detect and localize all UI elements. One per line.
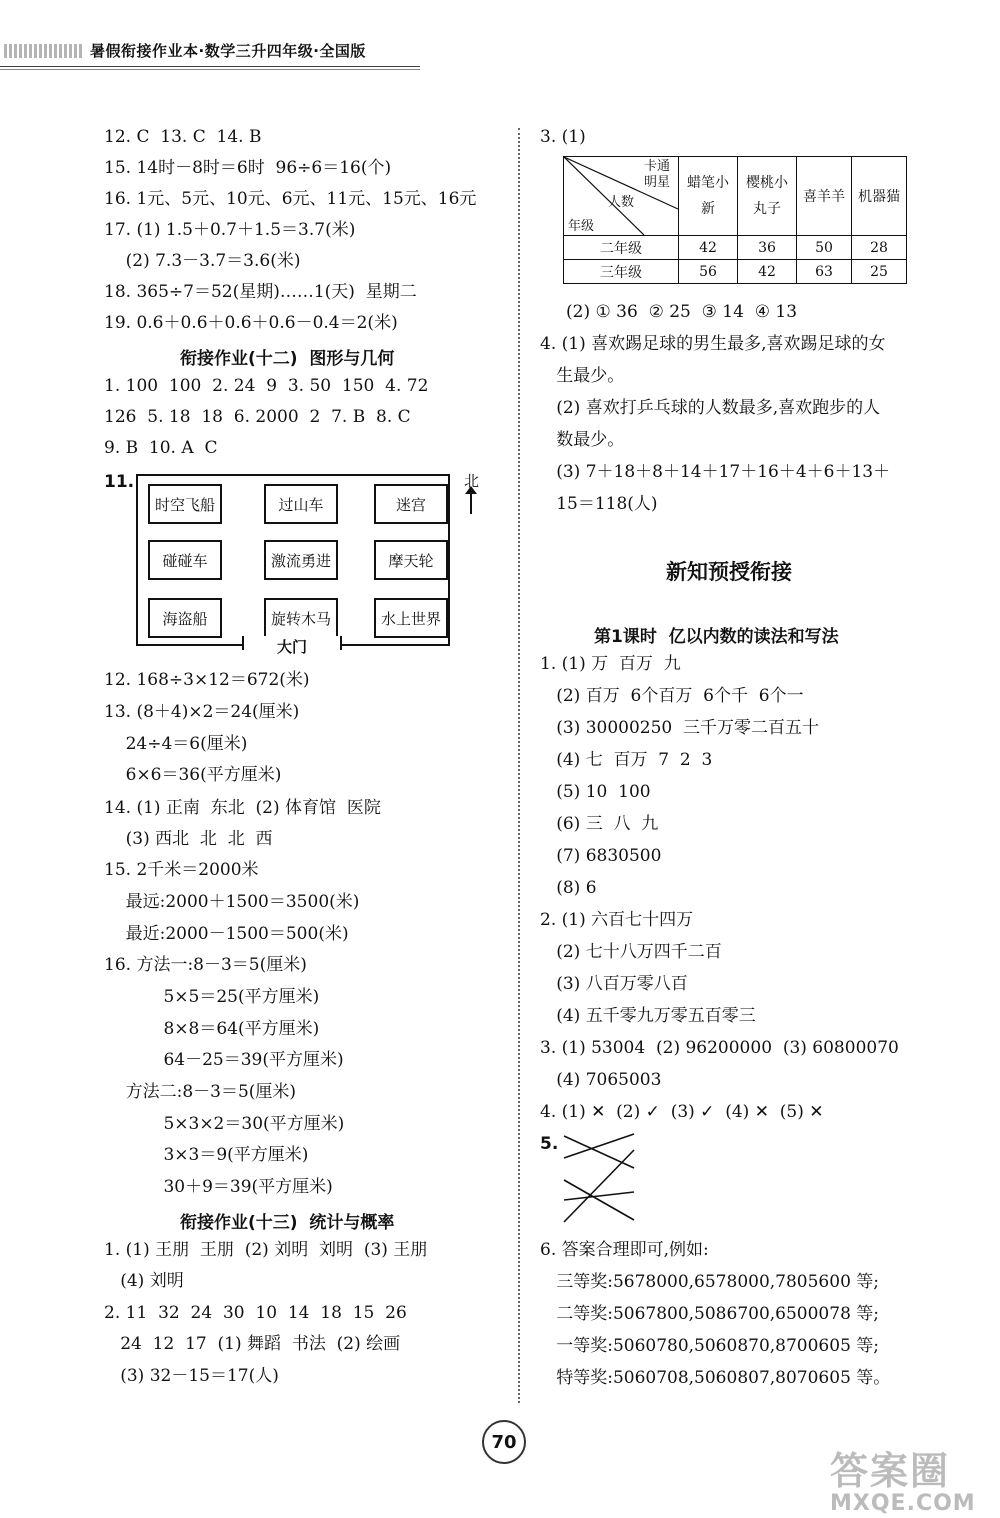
table-cell: 三年级: [564, 260, 679, 284]
corner-top-label: 卡通明星: [643, 159, 670, 190]
lesson-title: 第1课时 亿以内数的读法和写法: [594, 627, 839, 647]
answer-line: 特等奖:5060708,5060807,8070605 等。: [540, 1368, 891, 1388]
amusement-park-map: [136, 474, 450, 656]
section-title-13: 衔接作业(十三) 统计与概率: [180, 1213, 395, 1233]
map-box: 旋转木马: [264, 598, 338, 638]
answer-line: (4) 五千零九万零五百零三: [540, 1006, 756, 1026]
table-cell: 50: [797, 236, 852, 260]
map-box: 过山车: [264, 484, 338, 524]
table-cell: 56: [679, 260, 738, 284]
answer-line: 1. (1) 王朋 王朋 (2) 刘明 刘明 (3) 王朋: [104, 1240, 428, 1260]
answer-line: (2) 七十八万四千二百: [540, 942, 722, 962]
answer-line: 数最少。: [540, 430, 625, 450]
answer-line: 6×6＝36(平方厘米): [104, 765, 282, 785]
answer-line: (3) 30000250 三千万零二百五十: [540, 718, 820, 738]
answer-line: 24÷4＝6(厘米): [104, 734, 248, 754]
table-header: 蜡笔小新: [679, 157, 738, 236]
answer-line: 14. (1) 正南 东北 (2) 体育馆 医院: [104, 798, 381, 818]
answer-line: 4. (1) 喜欢踢足球的男生最多,喜欢踢足球的女: [540, 334, 886, 354]
answer-line: 24 12 17 (1) 舞蹈 书法 (2) 绘画: [104, 1334, 401, 1354]
matching-lines-figure: [560, 1130, 640, 1226]
answer-line: 15. 2千米＝2000米: [104, 860, 259, 880]
answer-line: 64－25＝39(平方厘米): [104, 1050, 344, 1070]
answer-line: (2) 7.3－3.7＝3.6(米): [104, 251, 301, 271]
table-cell: 25: [852, 260, 907, 284]
map-box: 摩天轮: [374, 540, 448, 580]
answer-line: 2. (1) 六百七十四万: [540, 910, 694, 930]
column-divider: [518, 128, 520, 1403]
answer-line: 16. 1元、5元、10元、6元、11元、15元、16元: [104, 189, 477, 209]
table-cell: 42: [738, 260, 797, 284]
answer-line: 生最少。: [540, 366, 625, 386]
section-title-12: 衔接作业(十二) 图形与几何: [180, 349, 395, 369]
page-header: [0, 38, 1000, 72]
answer-line: 126 5. 18 18 6. 2000 2 7. B 8. C: [104, 407, 411, 427]
question-number: 11.: [104, 472, 135, 492]
answer-line: (6) 三 八 九: [540, 814, 659, 834]
answer-line: (4) 7065003: [540, 1070, 662, 1090]
page-number: 70: [482, 1420, 526, 1464]
answer-line: 12. C 13. C 14. B: [104, 127, 262, 147]
answer-line: (3) 八百万零八百: [540, 974, 688, 994]
table-header: 樱桃小丸子: [738, 157, 797, 236]
answer-line: 5×5＝25(平方厘米): [104, 987, 320, 1007]
corner-mid-label: 人数: [608, 195, 635, 210]
answer-line: 6. 答案合理即可,例如:: [540, 1240, 709, 1260]
answer-line: 方法二:8－3＝5(厘米): [104, 1082, 297, 1102]
table-cell: 28: [852, 236, 907, 260]
stats-table: [563, 156, 907, 284]
header-title: 暑假衔接作业本·数学三升四年级·全国版: [90, 42, 366, 60]
map-box: 激流勇进: [264, 540, 338, 580]
north-indicator: [464, 470, 479, 491]
answer-line: 18. 365÷7＝52(星期)……1(天) 星期二: [104, 282, 417, 302]
answer-line: (5) 10 100: [540, 782, 651, 802]
table-cell: 二年级: [564, 236, 679, 260]
table-cell: 42: [679, 236, 738, 260]
answer-line: 一等奖:5060780,5060870,8700605 等;: [540, 1336, 880, 1356]
answer-line: 1. (1) 万 百万 九: [540, 654, 681, 674]
answer-line: 15. 14时－8时＝6时 96÷6＝16(个): [104, 158, 392, 178]
answer-line: (4) 刘明: [104, 1271, 184, 1291]
table-row: [564, 236, 907, 260]
answer-line: (2) 喜欢打乒乓球的人数最多,喜欢跑步的人: [540, 398, 881, 418]
table-cell: 36: [738, 236, 797, 260]
answer-line: 1. 100 100 2. 24 9 3. 50 150 4. 72: [104, 376, 429, 396]
map-box: 水上世界: [374, 598, 448, 638]
map-box: 迷宫: [374, 484, 448, 524]
table-corner-cell: [564, 157, 679, 236]
answer-line: 5×3×2＝30(平方厘米): [104, 1114, 345, 1134]
map-box: 海盗船: [148, 598, 222, 638]
watermark-cn: 答案圈: [830, 1449, 951, 1493]
answer-line: (8) 6: [540, 878, 597, 898]
map-box: 碰碰车: [148, 540, 222, 580]
answer-line: (4) 七 百万 7 2 3: [540, 750, 713, 770]
answer-line: 三等奖:5678000,6578000,7805600 等;: [540, 1272, 880, 1292]
answer-line: 二等奖:5067800,5086700,6500078 等;: [540, 1304, 880, 1324]
answer-line: 30＋9＝39(平方厘米): [104, 1177, 333, 1197]
table-header: 喜羊羊: [797, 157, 852, 236]
watermark-en: MXQE.COM: [830, 1491, 976, 1516]
watermark: [830, 1440, 976, 1516]
answer-line: 12. 168÷3×12＝672(米): [104, 670, 310, 690]
answer-line: (3) 西北 北 北 西: [104, 829, 273, 849]
answer-line: (2) 百万 6个百万 6个千 6个一: [540, 686, 804, 706]
answer-line: (2) ① 36 ② 25 ③ 14 ④ 13: [566, 302, 798, 322]
answer-line: (3) 7＋18＋8＋14＋17＋16＋4＋6＋13＋: [540, 462, 891, 482]
answer-line: 19. 0.6＋0.6＋0.6＋0.6－0.4＝2(米): [104, 313, 398, 333]
map-gate: 大门: [242, 636, 342, 658]
answer-line: 3. (1): [540, 127, 586, 147]
answer-line: 8×8＝64(平方厘米): [104, 1019, 320, 1039]
table-row: [564, 260, 907, 284]
big-section-title: 新知预授衔接: [666, 560, 792, 584]
header-decoration: [4, 44, 82, 58]
answer-line: 13. (8＋4)×2＝24(厘米): [104, 702, 300, 722]
answer-line: 4. (1) ✕ (2) ✓ (3) ✓ (4) ✕ (5) ✕: [540, 1102, 824, 1122]
north-label: 北: [464, 472, 480, 490]
answer-line: (3) 32－15＝17(人): [104, 1366, 279, 1386]
answer-line: 15＝118(人): [540, 494, 658, 514]
answer-line: 最远:2000＋1500＝3500(米): [104, 892, 360, 912]
answer-line: 16. 方法一:8－3＝5(厘米): [104, 955, 307, 975]
answer-line: 3×3＝9(平方厘米): [104, 1145, 309, 1165]
answer-line: 最近:2000－1500＝500(米): [104, 924, 349, 944]
corner-bot-label: 年级: [568, 219, 595, 234]
answer-line: 3. (1) 53004 (2) 96200000 (3) 60800070: [540, 1038, 899, 1058]
table-cell: 63: [797, 260, 852, 284]
question-number: 5.: [540, 1134, 559, 1154]
answer-line: 2. 11 32 24 30 10 14 18 15 26: [104, 1303, 407, 1323]
answer-line: 9. B 10. A C: [104, 438, 218, 458]
answer-line: 17. (1) 1.5＋0.7＋1.5＝3.7(米): [104, 220, 356, 240]
map-box: 时空飞船: [148, 484, 222, 524]
answer-line: (7) 6830500: [540, 846, 662, 866]
north-arrow-icon: [470, 492, 472, 514]
table-header: 机器猫: [852, 157, 907, 236]
